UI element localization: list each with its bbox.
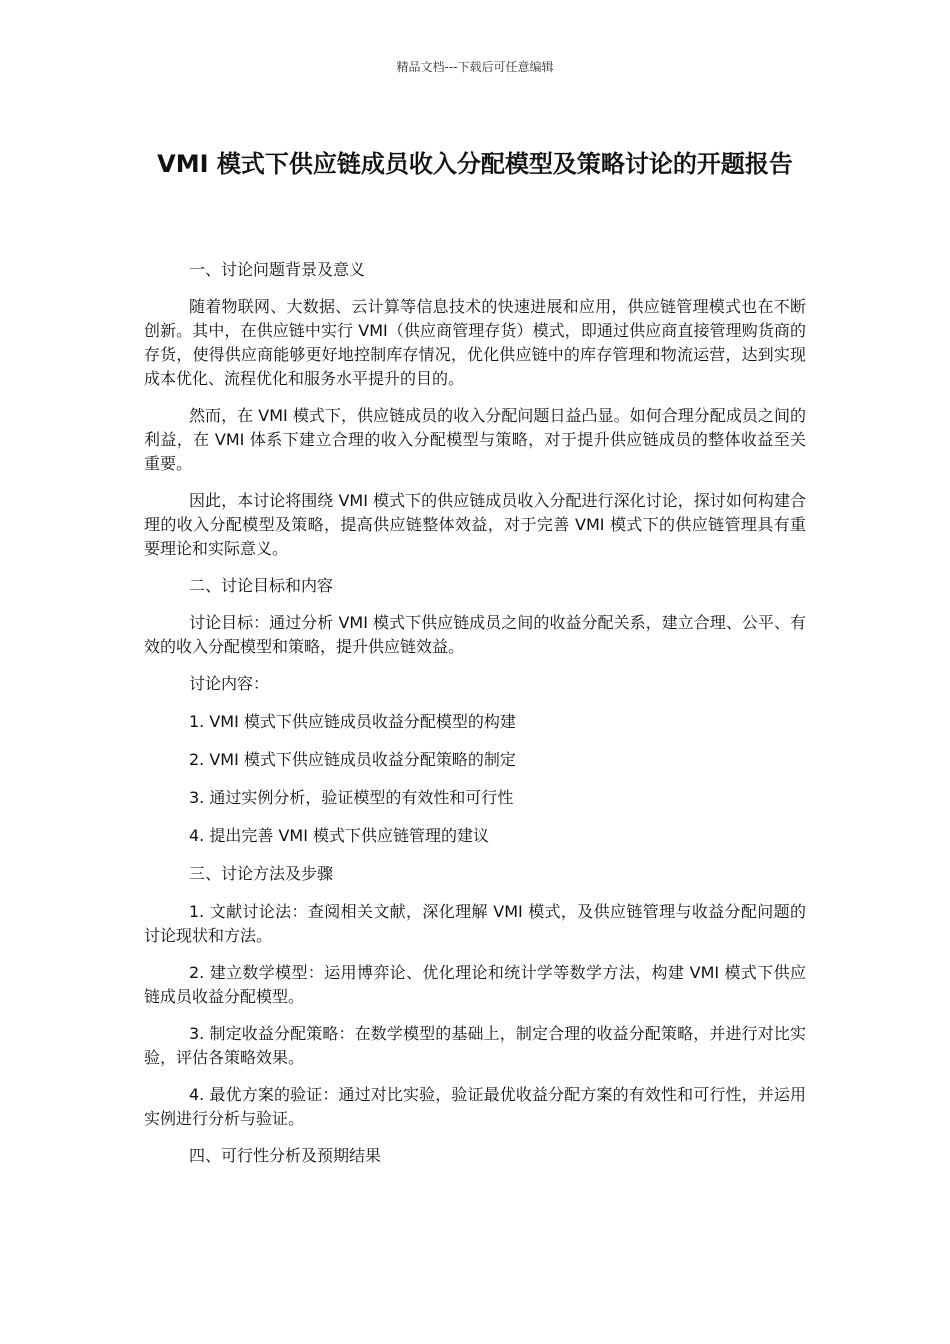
paragraph-significance: 因此，本讨论将围绕 VMI 模式下的供应链成员收入分配进行深化讨论，探讨如何构建合理的收入分配模型及策略，提高供应链整体效益，对于完善 VMI 模式下的供应链管理具有重要理论和实际意义。 bbox=[144, 491, 806, 558]
page-header: 精品文档---下载后可任意编辑 bbox=[396, 60, 554, 74]
list-item: 2. VMI 模式下供应链成员收益分配策略的制定 bbox=[189, 750, 516, 769]
method-item: 3. 制定收益分配策略：在数学模型的基础上，制定合理的收益分配策略，并进行对比实验，评估各策略效果。 bbox=[144, 1024, 806, 1067]
paragraph-content-label: 讨论内容： bbox=[189, 674, 270, 693]
method-item: 4. 最优方案的验证：通过对比实验，验证最优收益分配方案的有效性和可行性，并运用实例进行分析与验证。 bbox=[144, 1085, 806, 1128]
paragraph-background: 随着物联网、大数据、云计算等信息技术的快速进展和应用，供应链管理模式也在不断创新。其中，在供应链中实行 VMI（供应商管理存货）模式，即通过供应商直接管理购货商的存货，使得供应商能够更好地控制库存情况，优化供应链中的库存管理和物流运营，达到实现成本优化、流程优化和服务水平提升的目的。 bbox=[144, 297, 806, 388]
document-body bbox=[144, 258, 806, 1181]
method-item: 1. 文献讨论法：查阅相关文献，深化理解 VMI 模式，及供应链管理与收益分配问题的讨论现状和方法。 bbox=[144, 902, 806, 945]
section-heading-feasibility: 四、可行性分析及预期结果 bbox=[189, 1146, 382, 1165]
list-item: 1. VMI 模式下供应链成员收益分配模型的构建 bbox=[189, 712, 516, 731]
paragraph-goal: 讨论目标：通过分析 VMI 模式下供应链成员之间的收益分配关系，建立合理、公平、有效的收入分配模型和策略，提升供应链效益。 bbox=[144, 613, 806, 656]
section-heading-methods: 三、讨论方法及步骤 bbox=[189, 864, 334, 883]
paragraph-problem: 然而，在 VMI 模式下，供应链成员的收入分配问题日益凸显。如何合理分配成员之间的利益，在 VMI 体系下建立合理的收入分配模型与策略，对于提升供应链成员的整体收益至关重要。 bbox=[144, 406, 806, 473]
list-item: 4. 提出完善 VMI 模式下供应链管理的建议 bbox=[189, 826, 489, 845]
list-item: 3. 通过实例分析，验证模型的有效性和可行性 bbox=[189, 788, 514, 807]
section-heading-goals: 二、讨论目标和内容 bbox=[189, 576, 334, 595]
method-item: 2. 建立数学模型：运用博弈论、优化理论和统计学等数学方法，构建 VMI 模式下供应链成员收益分配模型。 bbox=[144, 963, 806, 1006]
document-title: VMI 模式下供应链成员收入分配模型及策略讨论的开题报告 bbox=[157, 150, 793, 178]
section-heading-background: 一、讨论问题背景及意义 bbox=[189, 260, 366, 279]
